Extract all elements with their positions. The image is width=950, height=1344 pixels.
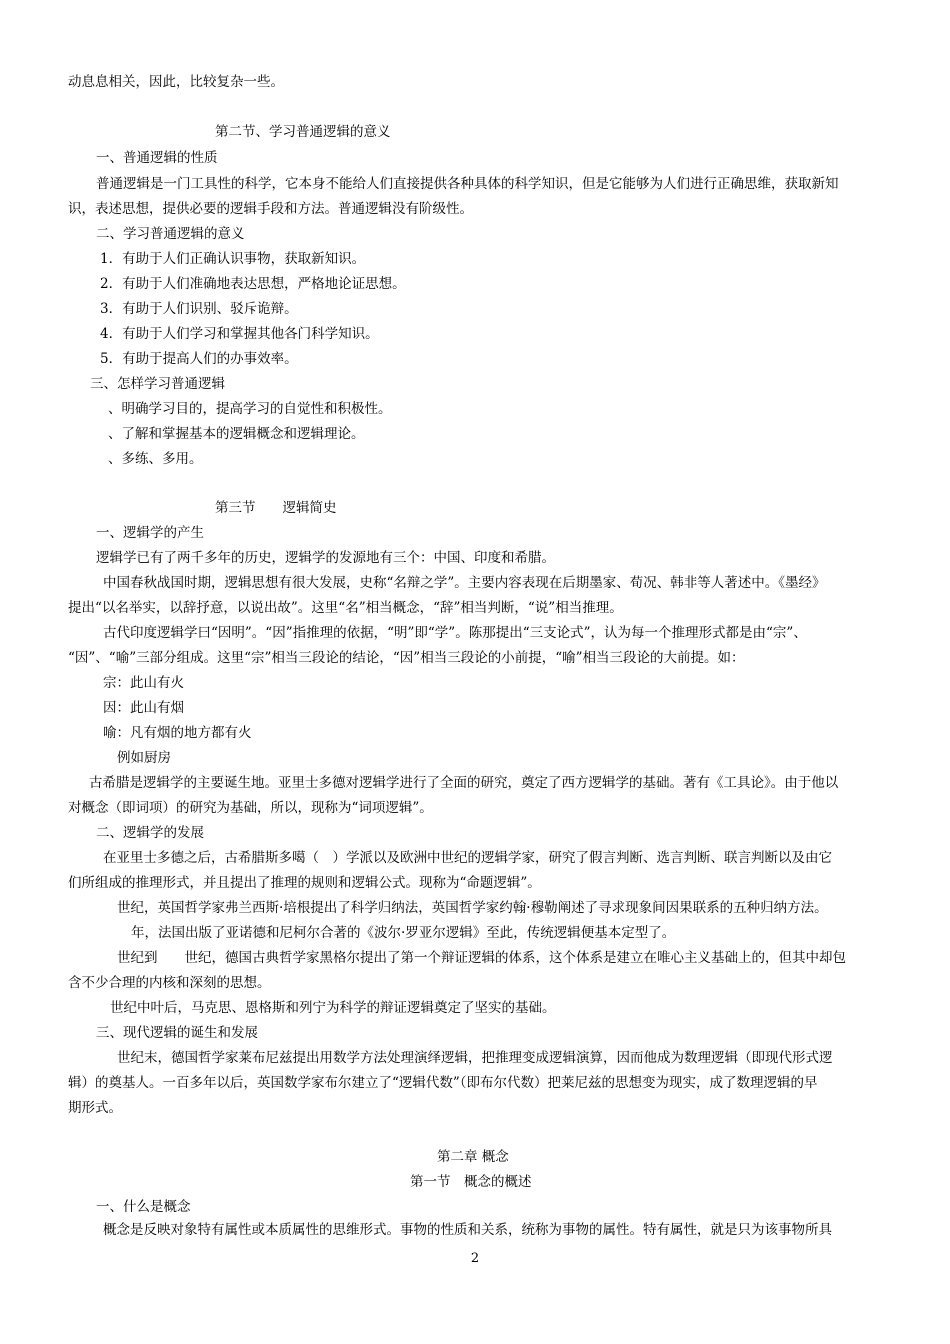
text-line: 古代印度逻辑学曰“因明”。“因”指推理的依据，“明”即“学”。陈那提出“三支论式”，认为每一个推理形式都是由“宗”、: [103, 625, 807, 641]
text-line: 概念是反映对象特有属性或本质属性的思维形式。事物的性质和关系，统称为事物的属性。特有属性，就是只为该事物所具: [103, 1222, 832, 1238]
text-line: 辑）的奠基人。一百多年以后，英国数学家布尔建立了“逻辑代数”（即布尔代数）把莱尼兹的思想变为现实，成了数理逻辑的早: [68, 1075, 818, 1091]
subsection-heading: 三、怎样学习普通逻辑: [90, 376, 225, 392]
subsection-heading: 一、普通逻辑的性质: [96, 150, 218, 166]
text-line: 含不少合理的内核和深刻的思想。: [68, 975, 271, 991]
text-line: 普通逻辑是一门工具性的科学，它本身不能给人们直接提供各种具体的科学知识，但是它能够为人们进行正确思维，获取新知: [96, 176, 839, 192]
subsection-heading: 二、学习普通逻辑的意义: [96, 226, 245, 242]
chapter-title: 第二章 概念: [437, 1149, 509, 1165]
subsection-heading: 二、逻辑学的发展: [96, 825, 204, 841]
section-heading: 第二节、学习普通逻辑的意义: [215, 124, 391, 140]
list-item: 2．有助于人们准确地表达思想，严格地论证思想。: [100, 276, 406, 292]
text-line: 们所组成的推理形式，并且提出了推理的规则和逻辑公式。现称为“命题逻辑”。: [68, 875, 541, 891]
list-item: 、了解和掌握基本的逻辑概念和逻辑理论。: [108, 426, 365, 442]
text-line: 识，表述思想，提供必要的逻辑手段和方法。普通逻辑没有阶级性。: [68, 201, 473, 217]
text-line: 逻辑学已有了两千多年的历史，逻辑学的发源地有三个：中国、印度和希腊。: [96, 550, 555, 566]
list-item: 、明确学习目的，提高学习的自觉性和积极性。: [108, 401, 392, 417]
example-line: 因：此山有烟: [103, 700, 184, 716]
text-line: 动息息相关，因此，比较复杂一些。: [68, 74, 284, 90]
section-heading: 第一节 概念的概述: [410, 1174, 532, 1190]
text-line: 世纪中叶后，马克思、恩格斯和列宁为科学的辩证逻辑奠定了坚实的基础。: [110, 1000, 556, 1016]
subsection-heading: 三、现代逻辑的诞生和发展: [96, 1025, 258, 1041]
list-item: 5．有助于提高人们的办事效率。: [100, 351, 298, 367]
page-number: 2: [470, 1251, 480, 1266]
list-item: 4．有助于人们学习和掌握其他各门科学知识。: [100, 326, 379, 342]
text-line: 期形式。: [68, 1100, 122, 1116]
text-line: 在亚里士多德之后，古希腊斯多噶（ ）学派以及欧洲中世纪的逻辑学家，研究了假言判断、选言判断、联言判断以及由它: [103, 850, 832, 866]
example-line: 例如厨房: [117, 750, 171, 766]
text-line: 世纪，英国哲学家弗兰西斯·培根提出了科学归纳法，英国哲学家约翰·穆勒阐述了寻求现象间因果联系的五种归纳方法。: [117, 900, 828, 916]
text-line: 中国春秋战国时期，逻辑思想有很大发展，史称“名辩之学”。主要内容表现在后期墨家、荀况、韩非等人著述中。《墨经》: [103, 575, 826, 591]
text-line: 古希腊是逻辑学的主要诞生地。亚里士多德对逻辑学进行了全面的研究，奠定了西方逻辑学的基础。著有《工具论》。由于他以: [89, 775, 839, 791]
example-line: 喻：凡有烟的地方都有火: [103, 725, 252, 741]
list-item: 3．有助于人们识别、驳斥诡辩。: [100, 301, 298, 317]
text-line: 世纪末，德国哲学家莱布尼兹提出用数学方法处理演绎逻辑，把推理变成逻辑演算，因而他成为数理逻辑（即现代形式逻: [117, 1050, 833, 1066]
text-line: “因”、“喻”三部分组成。这里“宗”相当三段论的结论，“因”相当三段论的小前提，“喻”相当三段论的大前提。如：: [68, 650, 745, 666]
subsection-heading: 一、什么是概念: [96, 1199, 191, 1215]
list-item: 、多练、多用。: [108, 451, 203, 467]
section-heading: 第三节 逻辑简史: [215, 500, 337, 516]
example-line: 宗：此山有火: [103, 675, 184, 691]
list-item: 1．有助于人们正确认识事物，获取新知识。: [100, 251, 366, 267]
subsection-heading: 一、逻辑学的产生: [96, 525, 204, 541]
text-line: 对概念（即词项）的研究为基础，所以，现称为“词项逻辑”。: [68, 800, 433, 816]
text-line: 世纪到 世纪，德国古典哲学家黑格尔提出了第一个辩证逻辑的体系，这个体系是建立在唯心主义基础上的，但其中却包: [117, 950, 846, 966]
text-line: 年，法国出版了亚诺德和尼柯尔合著的《波尔·罗亚尔逻辑》至此，传统逻辑便基本定型了。: [131, 925, 676, 941]
text-line: 提出“以名举实，以辞抒意，以说出故”。这里“名”相当概念，“辞”相当判断，“说”相当推理。: [68, 600, 623, 616]
